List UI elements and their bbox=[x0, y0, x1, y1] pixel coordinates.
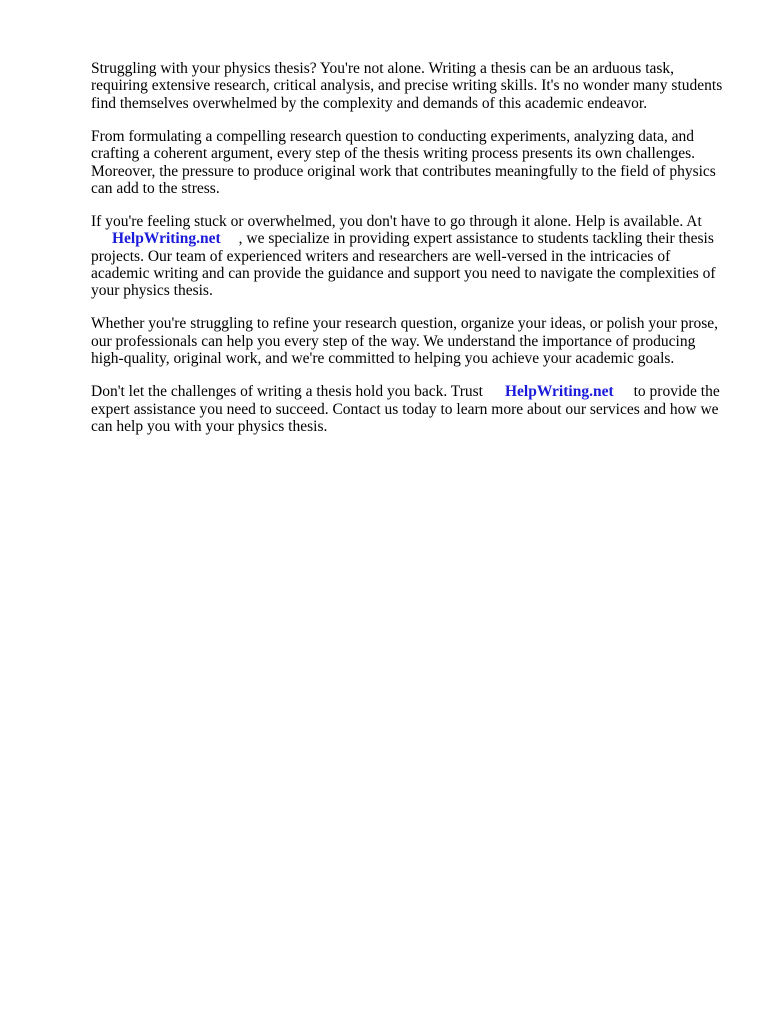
paragraph-3-text-after: , we specialize in providing expert assistance to students tackling their thesis projects. Our team of experienced writers and researchers are well-versed in the intricacies of academic writing and can provide the guidance and support you need to navigate the complexities of your physics thesis. bbox=[91, 230, 716, 300]
helpwriting-link-1[interactable]: HelpWriting.net bbox=[112, 230, 221, 248]
paragraph-5-text-before: Don't let the challenges of writing a thesis hold you back. Trust bbox=[91, 383, 483, 401]
paragraph-2-text: From formulating a compelling research question to conducting experiments, analyzing data, and crafting a coherent argument, every step of the thesis writing process presents its own challenges. Moreover, the pressure to produce original work that contributes meaningfully to the field of physics can add to the stress. bbox=[91, 127, 716, 197]
paragraph-1-text: Struggling with your physics thesis? You're not alone. Writing a thesis can be an arduous task, requiring extensive research, critical analysis, and precise writing skills. It's no wonder many students find themselves overwhelmed by the complexity and demands of this academic endeavor. bbox=[91, 60, 723, 112]
helpwriting-link-2[interactable]: HelpWriting.net bbox=[504, 383, 614, 401]
paragraph-2 bbox=[91, 128, 731, 198]
paragraph-1 bbox=[91, 60, 731, 112]
paragraph-3-text-before: If you're feeling stuck or overwhelmed, you don't have to go through it alone. Help is available. At bbox=[91, 212, 702, 230]
paragraph-3 bbox=[91, 213, 731, 300]
paragraph-4-text: Whether you're struggling to refine your research question, organize your ideas, or polish your prose, our professionals can help you every step of the way. We understand the importance of producing high-quality, original work, and we're committed to helping you achieve your academic goals. bbox=[91, 315, 719, 368]
paragraph-5-text-after: to provide the expert assistance you need to succeed. Contact us today to learn more about our services and how we can help you with your physics thesis. bbox=[91, 383, 720, 435]
paragraph-5 bbox=[91, 383, 731, 435]
document-body bbox=[91, 60, 731, 451]
paragraph-4 bbox=[91, 315, 731, 367]
